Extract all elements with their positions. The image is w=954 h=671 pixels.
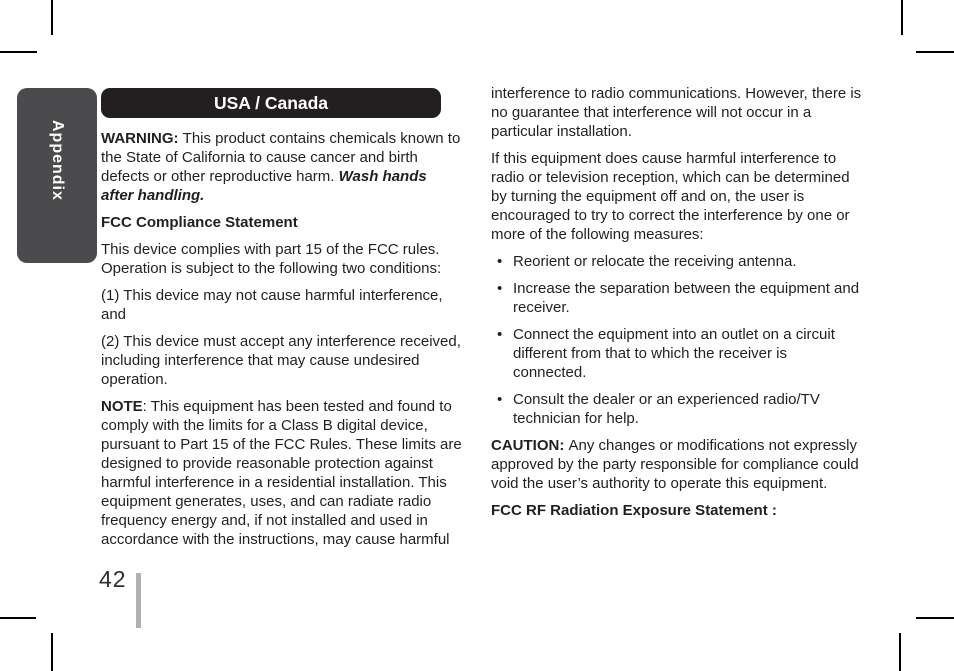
text-runs: Connect the equipment into an outlet on a circuit different from that to which the receiver is connected. — [513, 326, 835, 381]
crop-mark-top-right-vertical — [901, 0, 903, 35]
paragraph — [491, 84, 864, 141]
crop-mark-top-left-vertical — [51, 0, 53, 35]
bullet-icon: • — [497, 280, 503, 297]
page-number-bar — [136, 573, 141, 628]
crop-mark-bottom-right-horizontal — [916, 617, 954, 619]
paragraph — [101, 129, 463, 205]
crop-mark-top-right-horizontal — [916, 51, 954, 53]
left-column — [101, 88, 463, 557]
crop-mark-bottom-right-vertical — [899, 633, 901, 671]
bullet-icon: • — [497, 391, 503, 408]
crop-mark-bottom-left-horizontal — [0, 617, 36, 619]
paragraph — [101, 397, 463, 549]
paragraph — [101, 286, 463, 324]
paragraph — [101, 240, 463, 278]
appendix-chapter-tab — [17, 88, 97, 263]
bullet-icon: • — [497, 253, 503, 270]
text-runs: FCC RF Radiation Exposure Statement : — [491, 502, 777, 519]
paragraph — [491, 436, 864, 493]
section-title: USA / Canada — [213, 92, 329, 113]
paragraph — [491, 149, 864, 244]
text-runs: WARNING: This product contains chemicals known to the State of California to cause cancer and birth defects or other reproductive harm. Wash hands after handling. — [101, 130, 461, 204]
crop-mark-top-left-horizontal — [0, 51, 37, 53]
text-runs: FCC Compliance Statement — [101, 214, 298, 231]
text-runs: Increase the separation between the equipment and receiver. — [513, 280, 860, 316]
section-title-banner — [101, 88, 441, 118]
paragraph — [101, 332, 463, 389]
text-runs: NOTE: This equipment has been tested and found to comply with the limits for a Class B digital device, pursuant to Part 15 of the FCC Rules. These limits are designed to provide reasonable protection against harmful interference in a residential installation. This equipment generates, uses, and can radiate radio frequency energy and, if not installed and used in accordance with the instructions, may cause harmful — [101, 398, 462, 548]
left-column-text — [101, 129, 463, 549]
crop-mark-bottom-left-vertical — [51, 633, 53, 671]
right-column — [491, 84, 864, 528]
paragraph — [101, 213, 463, 232]
bullet-icon: • — [497, 326, 503, 343]
bullet-item — [491, 279, 864, 317]
page-number: 42 — [99, 566, 127, 592]
bullet-item — [491, 325, 864, 382]
text-runs: If this equipment does cause harmful interference to radio or television reception, which can be determined by turning the equipment off and on, the user is encouraged to try to correct the interference by one or more of the following measures: — [491, 150, 850, 243]
text-runs: This device complies with part 15 of the FCC rules. Operation is subject to the following two conditions: — [101, 241, 442, 277]
right-column-text — [491, 84, 864, 520]
appendix-tab-label: Appendix — [49, 120, 66, 201]
text-runs: Reorient or relocate the receiving antenna. — [513, 253, 797, 270]
text-runs: Consult the dealer or an experienced radio/TV technician for help. — [513, 391, 820, 427]
text-runs: (1) This device may not cause harmful interference, and — [101, 287, 443, 323]
bullet-item — [491, 390, 864, 428]
paragraph — [491, 501, 864, 520]
bullet-item — [491, 252, 864, 271]
text-runs: (2) This device must accept any interference received, including interference that may cause undesired operation. — [101, 333, 461, 388]
text-runs: CAUTION: Any changes or modifications not expressly approved by the party responsible for compliance could void the user’s authority to operate this equipment. — [491, 437, 859, 492]
text-runs: interference to radio communications. However, there is no guarantee that interference will not occur in a particular installation. — [491, 85, 862, 140]
